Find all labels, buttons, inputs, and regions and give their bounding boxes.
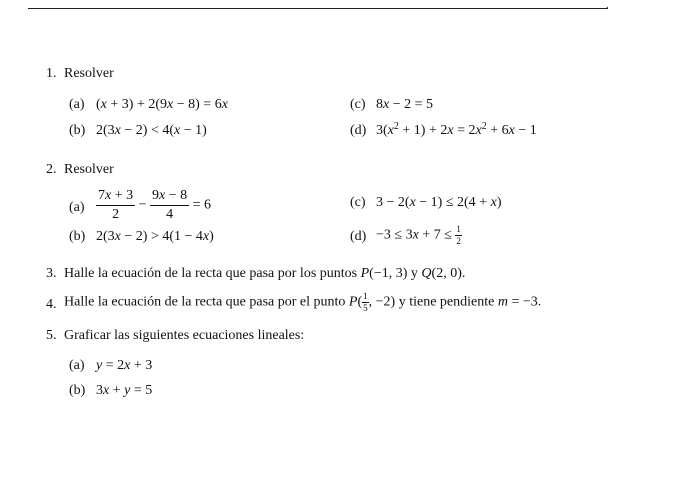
equation-2a: $\frac{7x + 3}{2}$ − $\frac{9x - 8}{4}$ = 6 bbox=[98, 188, 212, 222]
item-label: (b) bbox=[69, 229, 86, 244]
item-label: (b) bbox=[69, 383, 86, 398]
problem-number: 2. bbox=[46, 162, 57, 177]
item-label: (d) bbox=[350, 229, 367, 244]
fraction: $\frac{9x - 8}{4}$ bbox=[152, 188, 188, 222]
item-label: (a) bbox=[69, 200, 85, 215]
problem-number: 1. bbox=[46, 66, 57, 81]
inequality-2b: 2(3x − 2) > 4(1 − 4x) bbox=[96, 229, 214, 244]
problem-number: 3. bbox=[46, 266, 57, 281]
item-label: (a) bbox=[69, 97, 85, 112]
item-label: (b) bbox=[69, 123, 86, 138]
equation-1c: 8x − 2 = 5 bbox=[376, 97, 434, 112]
inequality-1b: 2(3x − 2) < 4(x − 1) bbox=[96, 123, 207, 138]
problem-number: 4. bbox=[46, 297, 57, 312]
fraction: $\frac{7x + 3}{2}$ bbox=[98, 188, 134, 222]
inequality-2d: −3 ≤ 3x + 7 ≤ $\frac{1}{2}$ bbox=[376, 224, 461, 246]
problem-title: Resolver bbox=[64, 162, 114, 177]
item-label: (d) bbox=[350, 123, 367, 138]
fraction: $\frac{1}{2}$ bbox=[456, 224, 461, 246]
equation-5a: y = 2x + 3 bbox=[96, 358, 153, 373]
equation-1a: (x + 3) + 2(9x − 8) = 6x bbox=[96, 97, 228, 112]
problem-text: Halle la ecuación de la recta que pasa por los puntos P(−1, 3) y Q(2, 0). bbox=[64, 266, 466, 281]
equation-5b: 3x + y = 5 bbox=[96, 383, 153, 398]
item-label: (a) bbox=[69, 358, 85, 373]
problem-title: Graficar las siguientes ecuaciones lineales: bbox=[64, 328, 305, 343]
problem-number: 5. bbox=[46, 328, 57, 343]
problem-title: Resolver bbox=[64, 66, 114, 81]
header-rule-mark: . bbox=[606, 0, 609, 11]
inequality-2c: 3 − 2(x − 1) ≤ 2(4 + x) bbox=[376, 195, 502, 210]
header-rule bbox=[28, 8, 608, 9]
fraction: $\frac{1}{5}$ bbox=[363, 291, 368, 313]
item-label: (c) bbox=[350, 195, 366, 210]
problem-text: Halle la ecuación de la recta que pasa por el punto P( $\frac{1}{5}$ , −2) y tiene pendiente m = −3. bbox=[64, 291, 542, 313]
item-label: (c) bbox=[350, 97, 366, 112]
equation-1d: $3(x^2 + 1) + 2x = 2x^2 + 6x - 1$ bbox=[376, 121, 537, 138]
